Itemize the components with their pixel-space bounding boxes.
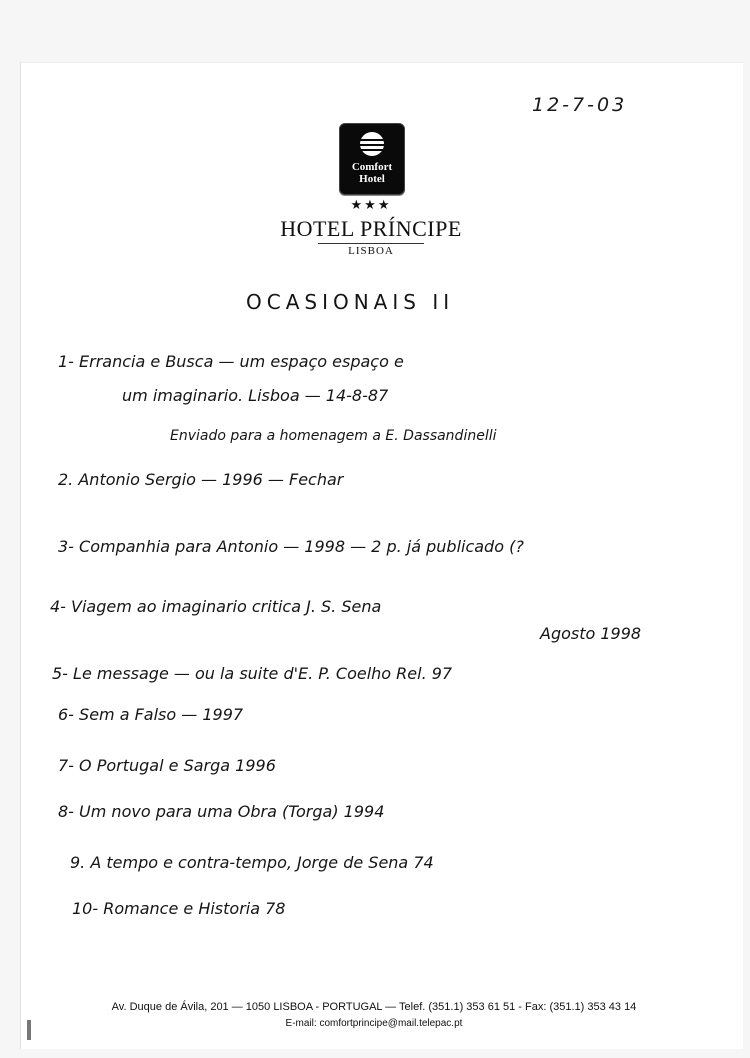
list-item-1-cont: um imaginario. Lisboa — 14-8-87 [122,386,389,405]
comfort-hotel-logo [339,123,405,195]
star-rating: ★★★ [350,197,392,212]
list-item-3: 3- Companhia para Antonio — 1998 — 2 p. já publicado (? [58,537,524,556]
handwritten-date: 12-7-03 [532,94,628,116]
staple-mark [27,1020,31,1040]
list-item-1: 1- Errancia e Busca — um espaço espaço e [58,352,404,371]
list-item-9: 9. A tempo e contra-tempo, Jorge de Sena 74 [70,853,434,872]
hotel-city: LISBOA [348,245,394,257]
list-item-4-date: Agosto 1998 [540,624,642,643]
logo-text-hotel: Hotel [359,173,385,185]
list-item-10: 10- Romance e Historia 78 [72,899,286,918]
list-item-7: 7- O Portugal e Sarga 1996 [58,756,276,775]
list-item-2: 2. Antonio Sergio — 1996 — Fechar [58,470,344,489]
hotel-name: HOTEL PRÍNCIPE [280,216,462,241]
list-item-4: 4- Viagem ao imaginario critica J. S. Sena [50,597,382,616]
list-item-5: 5- Le message — ou la suite d'E. P. Coelho Rel. 97 [52,664,453,683]
letterhead-rule [318,243,424,244]
footer-email: E-mail: comfortprincipe@mail.telepac.pt [285,1018,463,1029]
footer-address: Av. Duque de Ávila, 201 — 1050 LISBOA - PORTUGAL — Telef. (351.1) 353 61 51 - Fax: (351.1) 353 43 14 [111,1001,637,1013]
document-title: OCASIONAIS II [246,290,455,314]
list-item-1-note: Enviado para a homenagem a E. Dassandinelli [170,428,497,444]
list-item-8: 8- Um novo para uma Obra (Torga) 1994 [58,802,385,821]
list-item-6: 6- Sem a Falso — 1997 [58,705,244,724]
logo-text-comfort: Comfort [351,161,393,173]
